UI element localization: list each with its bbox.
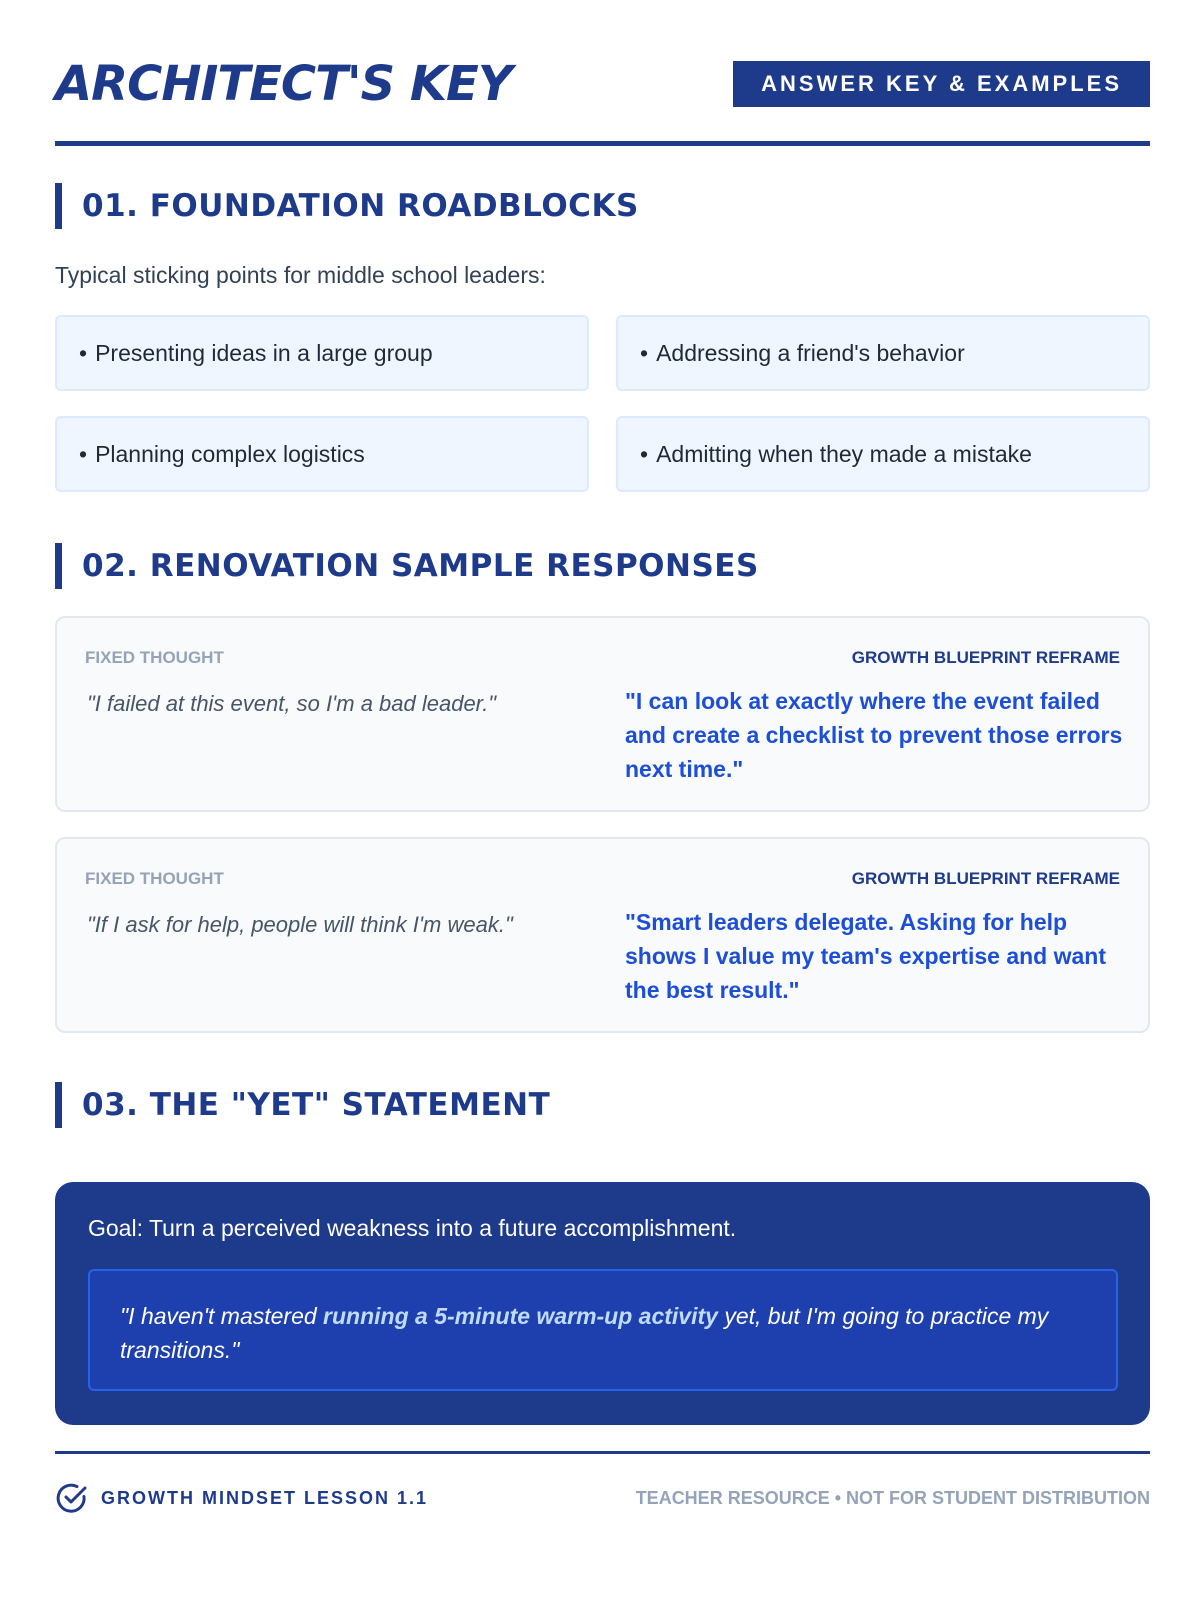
footer-notice: TEACHER RESOURCE • NOT FOR STUDENT DISTRIBUTION [635, 1488, 1150, 1508]
yet-statement-card [55, 1182, 1150, 1425]
page-title: ARCHITECT'S KEY [55, 56, 512, 112]
roadblock-item [616, 315, 1150, 391]
quote-highlight: running a 5-minute warm-up activity [323, 1303, 718, 1329]
fixed-thought-text: "I failed at this event, so I'm a bad leader." [87, 691, 497, 716]
check-circle-icon [55, 1481, 89, 1515]
roadblock-item [55, 416, 589, 492]
footer-lesson-label: GROWTH MINDSET LESSON 1.1 [101, 1487, 429, 1508]
bullet-icon: • [79, 340, 88, 366]
fixed-thought-label: FIXED THOUGHT [85, 648, 224, 667]
growth-reframe-text: "I can look at exactly where the event failed and create a checklist to prevent those errors next time." [625, 688, 1123, 782]
fixed-thought-text: "If I ask for help, people will think I'm weak." [87, 912, 513, 937]
answer-key-badge: ANSWER KEY & EXAMPLES [733, 61, 1150, 107]
roadblock-text: Planning complex logistics [95, 441, 365, 467]
roadblock-item [55, 315, 589, 391]
quote-end: yet, but I'm going to practice my transitions." [120, 1303, 1049, 1363]
bullet-icon: • [79, 441, 88, 467]
section-foundation-title: 01. FOUNDATION ROADBLOCKS [55, 183, 639, 229]
growth-reframe-label: GROWTH BLUEPRINT REFRAME [851, 648, 1120, 667]
fixed-thought-label: FIXED THOUGHT [85, 869, 224, 888]
section-foundation-intro: Typical sticking points for middle school leaders: [55, 262, 546, 288]
growth-reframe-label: GROWTH BLUEPRINT REFRAME [851, 869, 1120, 888]
roadblock-text: Presenting ideas in a large group [95, 340, 433, 366]
bullet-icon: • [640, 441, 649, 467]
page-header [55, 55, 1150, 113]
roadblock-text: Addressing a friend's behavior [656, 340, 965, 366]
bullet-icon: • [640, 340, 649, 366]
footer-divider [55, 1451, 1150, 1454]
section-renovation-title: 02. RENOVATION SAMPLE RESPONSES [55, 543, 759, 589]
sample-response-card [55, 837, 1150, 1033]
sample-response-card [55, 616, 1150, 812]
section-yet-title: 03. THE "YET" STATEMENT [55, 1082, 550, 1128]
header-divider [55, 141, 1150, 146]
roadblock-item [616, 416, 1150, 492]
roadblock-text: Admitting when they made a mistake [656, 441, 1032, 467]
growth-reframe-text: "Smart leaders delegate. Asking for help shows I value my team's expertise and want the best result." [625, 909, 1106, 1003]
quote-start: "I haven't mastered [120, 1303, 324, 1329]
yet-goal-text: Goal: Turn a perceived weakness into a future accomplishment. [88, 1215, 737, 1241]
footer-lesson [55, 1480, 428, 1516]
yet-example-quote [88, 1269, 1118, 1391]
